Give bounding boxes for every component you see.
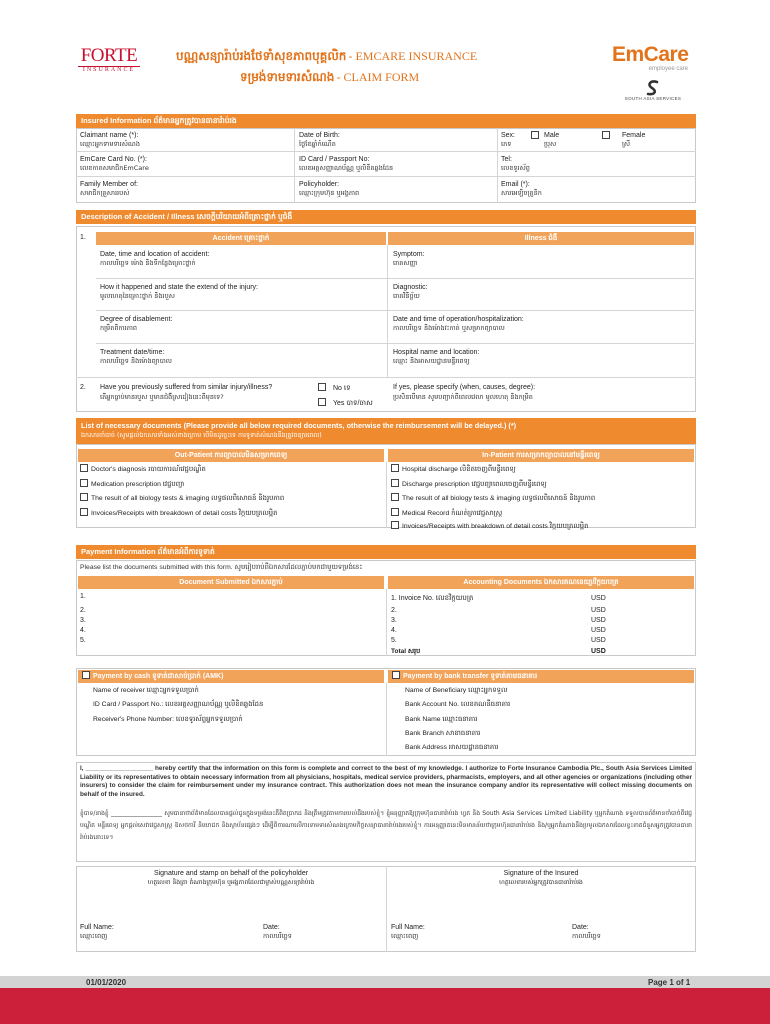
policyholder-label-km: ឈ្មោះក្រុមហ៊ុន ឬអង្គភាព (299, 189, 360, 197)
in-doc-2[interactable] (391, 480, 547, 490)
insured-info-bar: Insured Information ព័ត៌មានអ្នកត្រូវបានធានារ៉ាប់រង (76, 114, 696, 128)
out-doc-label: Invoices/Receipts with breakdown of detail costs វិក្កយបត្រលម្អិត (91, 510, 278, 517)
acc-row-1: 1. Invoice No. លេខវិក្កយបត្រ (391, 595, 474, 602)
title-en-1: - EMCARE INSURANCE (348, 49, 478, 63)
bank-payment-header[interactable] (388, 670, 694, 683)
previous-no-checkbox[interactable] (318, 383, 326, 391)
acc-row-5: 5. (391, 637, 397, 644)
declaration-en: I, ___________________ hereby certify that the information on this form is complete and correct to the best of my knowledge. I authorize to Forte Insurance Cambodia Plc., South Asia Services Limited Liability or its representatives to obtain necessary information from all physicians, hospitals, medical service providers, pharmacists, employers, and all other agencies or organizations (including other insurers) to consider the claim for reimbursement under my insurance contract. This authorization does not mean the insurance company and/or its representative will collect missing documents on behalf of the insured. (80, 765, 692, 798)
checkbox[interactable] (391, 464, 399, 472)
forte-logo (78, 46, 140, 76)
male-label: Male (544, 132, 560, 139)
bank-field-address: Bank Address អាសយដ្ឋានធនាគារ (405, 744, 499, 751)
footer-date: 01/01/2020 (86, 978, 127, 987)
emcare-logo-text: EmCare (612, 43, 689, 66)
forte-logo-text: FORTE (80, 45, 138, 66)
hospital-name-label: Hospital name and location: (393, 349, 480, 356)
emcare-tagline: employee care (648, 66, 688, 72)
accounting-documents-header: Accounting Documents ឯកសារគណនេយ្យ/វិក្កយបត្រ (388, 576, 694, 589)
treatment-date-label: Treatment date/time: (100, 349, 165, 356)
title-km-2: ទម្រង់ទាមទារសំណង (240, 70, 335, 84)
symptom-label-km: រោគសញ្ញា (393, 259, 418, 267)
total-label: Total សរុប (391, 648, 421, 655)
acc-row-4: 4. (391, 627, 397, 634)
male-checkbox[interactable] (531, 131, 539, 139)
in-patient-header: In-Patient ការសម្រាកព្យាបាលនៅមន្ទីរពេទ្យ (388, 449, 694, 462)
out-doc-label: The result of all biology tests & imaging លទ្ធផលពិសោធន៍ និងរូបភាព (91, 495, 285, 502)
out-patient-header: Out-Patient ការព្យាបាលមិនសម្រាកពេទ្យ (78, 449, 384, 462)
bank-field-name: Bank Name ឈ្មោះធនាគារ (405, 716, 478, 723)
diagnostic-label-km: រោគវិនិច្ឆ័យ (393, 292, 420, 300)
email-label-km: សារអេឡិចត្រូនិក (501, 189, 542, 197)
out-doc-3[interactable] (80, 494, 284, 504)
insured-signature-en: Signature of the Insured (503, 870, 579, 877)
cash-checkbox[interactable] (82, 671, 90, 679)
policyholder-signature-km: ហត្ថលេខា និងត្រា តំណាងក្រុមហ៊ុន ឬអង្គភាពដែលជាម្ចាស់បណ្ណសន្យារ៉ាប់រង (147, 879, 315, 886)
doc-row-1: 1. (80, 593, 86, 600)
tel-label: Tel: (501, 156, 512, 163)
previous-no-label: No ទេ (333, 385, 351, 392)
checkbox[interactable] (80, 508, 88, 516)
left-full-name-label-km: ឈ្មោះពេញ (80, 932, 108, 940)
documents-bar (76, 418, 696, 444)
doc-row-5: 5. (80, 637, 86, 644)
acc-row-2: 2. (391, 607, 397, 614)
description-bar: Description of Accident / Illness សេចក្តីបរិយាយអំពីគ្រោះថ្នាក់ ឬជំងឺ (76, 210, 696, 224)
q2-number: 2. (80, 384, 86, 391)
cash-field-phone: Receiver's Phone Number: លេខទូរស័ព្ទអ្នកទទួលប្រាក់ (93, 716, 243, 723)
accident-header: Accident គ្រោះថ្នាក់ (96, 232, 386, 245)
female-label-km: ស្រី (622, 140, 631, 148)
checkbox[interactable] (80, 479, 88, 487)
declaration-km: ខ្ញុំបាទ/នាងខ្ញុំ _________________ សូមធានាថាព័ត៌មានដែលបានផ្តល់ជូនក្នុងទម្រង់នេះគឺពិតប្រាកដ និងត្រឹមត្រូវតាមការយល់ដឹងរបស់ខ្ញុំ។ ខ្ញុំអនុញ្ញាតឱ្យក្រុមហ៊ុនធានារ៉ាប់រង ហ្វត និង South Asia Services Limited Liability ឬអ្នកតំណាង ទទួលបានព័ត៌មានចាំបាច់ពីវេជ្ជបណ្ឌិត មន្ទីរពេទ្យ អ្នកផ្តល់សេវាវេជ្ជសាស្ត្រ ឱសថការី និយោជក និងស្ថាប័នផ្សេងៗ ដើម្បីពិចារណាលើការទាមទារសំណងក្រោមកិច្ចសន្យាធានារ៉ាប់រងរបស់ខ្ញុំ។ ការអនុញ្ញាតនេះមិនមានន័យថាក្រុមហ៊ុនធានារ៉ាប់រង និង/ឬអ្នកតំណាងនឹងប្រមូលឯកសារដែលខ្វះខាតជំនួសអ្នកត្រូវបានធានារ៉ាប់រងនោះទេ។ (80, 810, 692, 841)
in-doc-5[interactable] (391, 522, 588, 532)
acc-currency-3: USD (591, 617, 606, 624)
footer-page: Page 1 of 1 (648, 978, 691, 987)
left-full-name-label: Full Name: (80, 924, 114, 931)
male-label-km: ប្រុស (544, 140, 557, 148)
in-doc-3[interactable] (391, 494, 595, 504)
checkbox[interactable] (391, 508, 399, 516)
id-label-km: លេខអត្តសញ្ញាណប័ណ្ណ ឬលិខិតឆ្លងដែន (299, 164, 394, 172)
emcare-logo (612, 44, 692, 72)
left-date-label-km: កាលបរិច្ឆេទ (263, 932, 292, 940)
left-date-label: Date: (263, 924, 280, 931)
previous-yes-label: Yes បាទ/ចាស (333, 400, 373, 407)
documents-bar-km: ឯកសារចាំបាច់ (សូមផ្តល់ឯកសារទាំងអស់ខាងក្រោម បើមិនដូច្នេះទេ ការទូទាត់សំណងនឹងត្រូវពន្យារពេល) (81, 432, 322, 439)
documents-bar-en: List of necessary documents (Please provide all below required documents, otherwise the reimbursement will be delayed.) (*) (81, 421, 517, 430)
acc-currency-2: USD (591, 607, 606, 614)
out-doc-2[interactable] (80, 480, 184, 490)
checkbox[interactable] (391, 521, 399, 529)
disablement-label-km: កម្រិតពិការភាព (100, 324, 138, 332)
dob-label-km: ថ្ងៃខែឆ្នាំកំណើត (299, 140, 336, 148)
in-doc-1[interactable] (391, 465, 516, 475)
hospital-name-label-km: ឈ្មោះ និងអាសយដ្ឋានមន្ទីរពេទ្យ (393, 357, 470, 365)
operation-date-label-km: កាលបរិច្ឆេទ និងម៉ោងវះកាត់ ឬសម្រាកព្យាបាល (393, 324, 505, 332)
checkbox[interactable] (80, 464, 88, 472)
card-label-km: លេខកាតសមាជិកEmCare (80, 164, 149, 172)
in-doc-4[interactable] (391, 509, 502, 519)
claimant-label-km: ឈ្មោះអ្នកទាមទារសំណង (80, 140, 140, 148)
accident-how-label: How it happened and state the extend of the injury: (100, 284, 258, 291)
cash-field-receiver: Name of receiver ឈ្មោះអ្នកទទួលប្រាក់ (93, 687, 199, 694)
family-label: Family Member of: (80, 181, 138, 188)
title-line-2 (240, 69, 419, 87)
bank-payment-label: Payment by bank transfer ទូទាត់តាមធនាគារ (403, 673, 538, 680)
in-doc-label: Medical Record កំណត់ត្រាវេជ្ជសាស្ត្រ (402, 510, 503, 517)
right-full-name-label: Full Name: (391, 924, 425, 931)
policyholder-signature-title (78, 869, 384, 887)
previous-yes-checkbox[interactable] (318, 398, 326, 406)
bank-checkbox[interactable] (392, 671, 400, 679)
sas-emblem-icon (646, 80, 660, 96)
cash-payment-header[interactable] (78, 670, 384, 683)
acc-currency-4: USD (591, 627, 606, 634)
diagnostic-label: Diagnostic: (393, 284, 428, 291)
accident-date-label-km: កាលបរិច្ឆេទ ម៉ោង និងទីកន្លែងគ្រោះថ្នាក់ (100, 259, 196, 267)
doc-row-3: 3. (80, 617, 86, 624)
bank-field-branch: Bank Branch សាខាធនាគារ (405, 730, 481, 737)
claimant-label: Claimant name (*): (80, 132, 139, 139)
right-date-label-km: កាលបរិច្ឆេទ (572, 932, 601, 940)
family-label-km: សមាជិកគ្រួសាររបស់ (80, 189, 130, 197)
title-en-2: - CLAIM FORM (336, 70, 420, 84)
right-full-name-label-km: ឈ្មោះពេញ (391, 932, 419, 940)
female-checkbox[interactable] (602, 131, 610, 139)
checkbox[interactable] (391, 493, 399, 501)
acc-currency-1: USD (591, 595, 606, 602)
policyholder-signature-en: Signature and stamp on behalf of the policyholder (153, 870, 309, 877)
right-date-label: Date: (572, 924, 589, 931)
dob-label: Date of Birth: (299, 132, 340, 139)
payment-bar: Payment Information ព័ត៌មានអំពីការទូទាត់ (76, 545, 696, 559)
in-doc-label: Invoices/Receipts with breakdown of detail costs វិក្កយបត្រលម្អិត (402, 523, 589, 530)
out-doc-label: Doctor's diagnosis របាយការណ៍វេជ្ជបណ្ឌិត (91, 466, 206, 473)
tel-label-km: លេខទូរស័ព្ទ (501, 164, 530, 172)
acc-currency-5: USD (591, 637, 606, 644)
title-km-1: បណ្ណសន្យារ៉ាប់រងថែទាំសុខភាពបុគ្គលិក (176, 49, 347, 63)
in-doc-label: Discharge prescription វេជ្ជបញ្ជាពេលចេញពីមន្ទីរពេទ្យ (402, 481, 547, 488)
if-yes-label: If yes, please specify (when, causes, degree): (393, 384, 536, 391)
checkbox[interactable] (391, 479, 399, 487)
policyholder-label: Policyholder: (299, 181, 340, 188)
disablement-label: Degree of disablement: (100, 316, 173, 323)
if-yes-label-km: ប្រសិនបើមាន សូមបញ្ជាក់ពីពេលវេលា មូលហេតុ និងកម្រិត (393, 393, 533, 401)
previous-injury-question-km: តើអ្នកធ្លាប់មានរបួស ឬមានជំងឺស្រដៀងនេះពីមុនទេ? (100, 393, 224, 401)
payment-intro: Please list the documents submitted with this form. សូមរៀបរាប់ពីឯកសារដែលភ្ជាប់មកជាមួយទម្រង់នេះ (80, 564, 363, 571)
email-label: Email (*): (501, 181, 530, 188)
doc-row-4: 4. (80, 627, 86, 634)
in-doc-label: Hospital discharge លិខិតចេញពីមន្ទីរពេទ្យ (402, 466, 516, 473)
treatment-date-label-km: កាលបរិច្ឆេទ និងម៉ោងព្យាបាល (100, 357, 172, 365)
forte-logo-sub: INSURANCE (78, 66, 140, 73)
insured-signature-title (388, 869, 694, 887)
q1-number: 1. (80, 234, 86, 241)
acc-row-3: 3. (391, 617, 397, 624)
insured-signature-km: ហត្ថលេខារបស់អ្នកត្រូវបានធានារ៉ាប់រង (499, 879, 583, 886)
sex-label: Sex: (501, 132, 516, 139)
accident-how-label-km: មូលហេតុនៃគ្រោះថ្នាក់ និងរបួស (100, 292, 175, 300)
total-currency: USD (591, 648, 606, 655)
checkbox[interactable] (80, 493, 88, 501)
id-label: ID Card / Passport No: (299, 156, 370, 163)
out-doc-1[interactable] (80, 465, 206, 475)
accident-date-label: Date, time and location of accident: (100, 251, 210, 258)
doc-row-2: 2. (80, 607, 86, 614)
illness-header: Illness ជំងឺ (388, 232, 694, 245)
operation-date-label: Date and time of operation/hospitalization: (393, 316, 524, 323)
sas-logo (614, 80, 692, 101)
bank-field-beneficiary: Name of Beneficiary ឈ្មោះអ្នកទទួល (405, 687, 508, 694)
symptom-label: Symptom: (393, 251, 425, 258)
bank-field-account: Bank Account No. លេខគណនីធនាគារ (405, 701, 511, 708)
female-label: Female (622, 132, 646, 139)
document-submitted-header: Document Submitted ឯកសារភ្ជាប់ (78, 576, 384, 589)
sex-label-km: ភេទ (501, 140, 512, 148)
cash-payment-label: Payment by cash ទូទាត់ជាសាច់ប្រាក់ (AMK) (93, 673, 224, 680)
card-label: EmCare Card No. (*): (80, 156, 147, 163)
previous-injury-question: Have you previously suffered from similar injury/illness? (100, 384, 273, 391)
footer-red-band (0, 988, 770, 1024)
out-doc-label: Medication prescription វេជ្ជបញ្ជា (91, 481, 185, 488)
sas-name: SOUTH ASIA SERVICES (624, 96, 682, 101)
in-doc-label: The result of all biology tests & imaging លទ្ធផលពិសោធន៍ និងរូបភាព (402, 495, 596, 502)
out-doc-4[interactable] (80, 509, 277, 519)
title-line-1 (176, 48, 477, 66)
cash-field-id: ID Card / Passport No.: លេខអត្តសញ្ញាណប័ណ្ណ ឬលិខិតឆ្លងដែន (93, 701, 264, 708)
